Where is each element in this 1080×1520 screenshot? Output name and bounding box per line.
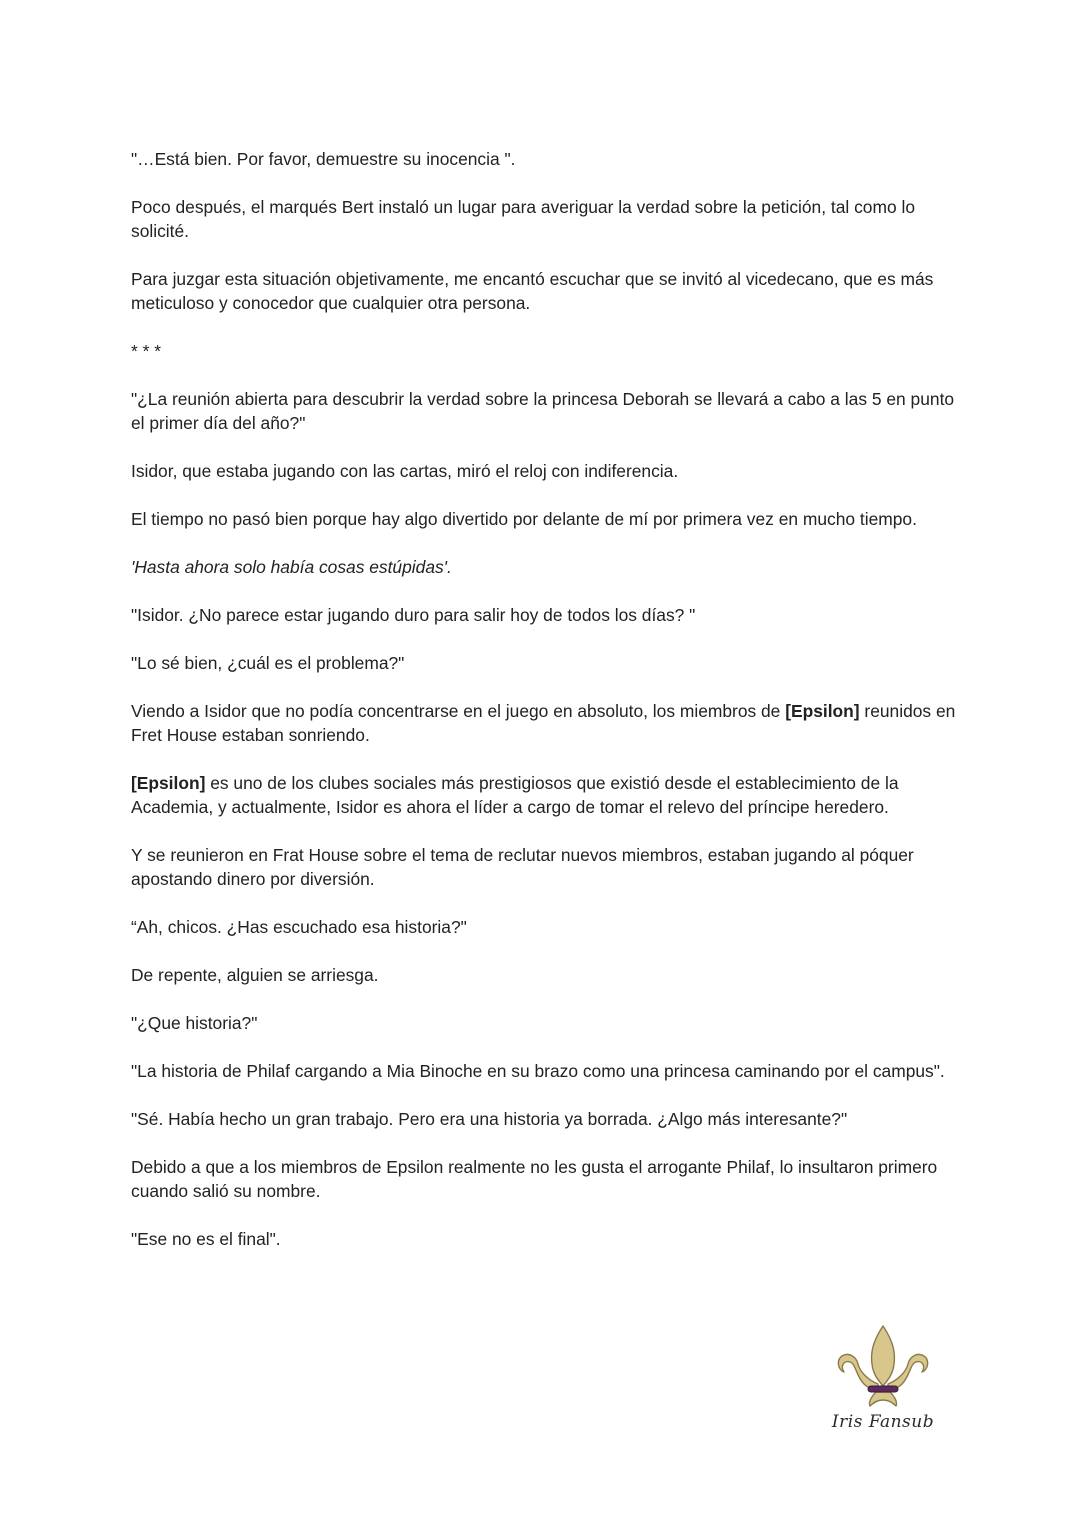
- epsilon-bold-label: [Epsilon]: [131, 773, 206, 793]
- document-body: [131, 147, 961, 1275]
- epsilon-bold-label: [Epsilon]: [785, 701, 860, 721]
- paragraph-18: "Sé. Había hecho un gran trabajo. Pero era una historia ya borrada. ¿Algo más interesante?": [131, 1109, 848, 1129]
- paragraph-17: "La historia de Philaf cargando a Mia Binoche en su brazo como una princesa caminando por el campus".: [131, 1061, 945, 1081]
- paragraph-14: “Ah, chicos. ¿Has escuchado esa historia?": [131, 917, 467, 937]
- logo-text: Iris Fansub: [831, 1412, 935, 1432]
- paragraph-11-text-before: Viendo a Isidor que no podía concentrarse en el juego en absoluto, los miembros de: [131, 701, 786, 721]
- paragraph-19: Debido a que a los miembros de Epsilon realmente no les gusta el arrogante Philaf, lo insultaron primero cuando salió su nombre.: [131, 1157, 938, 1201]
- paragraph-13: Y se reunieron en Frat House sobre el tema de reclutar nuevos miembros, estaban jugando al póquer apostando dinero por diversión.: [131, 845, 914, 889]
- paragraph-2: Poco después, el marqués Bert instaló un lugar para averiguar la verdad sobre la petición, tal como lo solicité.: [131, 197, 915, 241]
- paragraph-15: De repente, alguien se arriesga.: [131, 965, 379, 985]
- paragraph-9: "Isidor. ¿No parece estar jugando duro para salir hoy de todos los días? ": [131, 605, 696, 625]
- scene-break: * * *: [131, 341, 161, 361]
- paragraph-20: "Ese no es el final".: [131, 1229, 281, 1249]
- paragraph-12: [131, 771, 961, 819]
- paragraph-5: "¿La reunión abierta para descubrir la verdad sobre la princesa Deborah se llevará a cabo a las 5 en punto el primer día del año?": [131, 389, 955, 433]
- fleur-de-lis-icon: [828, 1322, 938, 1408]
- paragraph-1: "…Está bien. Por favor, demuestre su inocencia ".: [131, 149, 516, 169]
- paragraph-6: Isidor, que estaba jugando con las cartas, miró el reloj con indiferencia.: [131, 461, 679, 481]
- paragraph-11-text-after: reunidos en Fret House estaban sonriendo.: [131, 701, 956, 745]
- paragraph-12-text-after: es uno de los clubes sociales más prestigiosos que existió desde el establecimiento de la Academia, y actualmente, Isidor es ahora el líder a cargo de tomar el relevo del príncipe heredero.: [131, 773, 899, 817]
- paragraph-3: Para juzgar esta situación objetivamente, me encantó escuchar que se invitó al vicedecano, que es más meticuloso y conocedor que cualquier otra persona.: [131, 269, 934, 313]
- paragraph-16: "¿Que historia?": [131, 1013, 258, 1033]
- paragraph-10: "Lo sé bien, ¿cuál es el problema?": [131, 653, 405, 673]
- paragraph-7: El tiempo no pasó bien porque hay algo divertido por delante de mí por primera vez en mucho tiempo.: [131, 509, 917, 529]
- iris-fansub-logo: [828, 1322, 938, 1442]
- paragraph-thought: 'Hasta ahora solo había cosas estúpidas'.: [131, 557, 452, 577]
- paragraph-11: [131, 699, 961, 747]
